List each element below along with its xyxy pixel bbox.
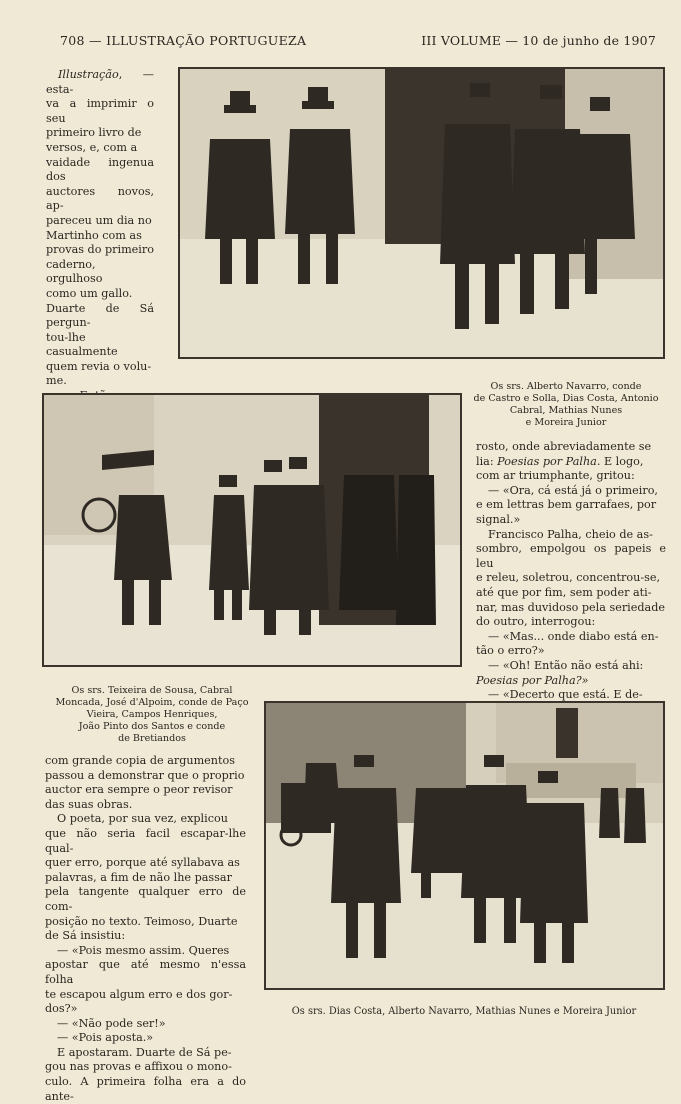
text-line: te escapou algum erro e dos gor- <box>45 987 233 1001</box>
text-line: Francisco Palha, cheio de as- <box>488 527 653 541</box>
text-line: posição no texto. Teimoso, Duarte <box>45 914 238 928</box>
text-line: — «Ora, cá está já o primeiro, <box>488 483 658 497</box>
text-line: versos, e, com a <box>46 140 138 154</box>
photo-bottom-right <box>264 701 665 990</box>
text-line: auctor era sempre o peor revisor <box>45 783 233 797</box>
text-line: pela tangente qualquer erro de com- <box>45 885 246 913</box>
text-line: nar, mas duvidoso pela seriedade <box>476 600 665 614</box>
page-header <box>60 33 656 53</box>
text-line: caderno, orgulhoso <box>46 257 103 286</box>
text-line: — «Mas... onde diabo está en- <box>488 629 659 643</box>
text-line: provas do primeiro <box>46 243 154 257</box>
text-column-3 <box>45 754 246 1104</box>
text-line: — «Não pode ser!» <box>57 1016 166 1030</box>
text-line: — «Pois mesmo assim. Queres <box>57 943 230 957</box>
text-line: auctores novos, ap- <box>46 184 154 213</box>
caption-line: Cabral, Mathias Nunes <box>509 405 623 416</box>
photo-image <box>266 703 663 988</box>
text-line: — «Decerto que está. E de- <box>488 688 643 702</box>
text-line: primeiro livro de <box>46 126 142 140</box>
book-title: Poesias por Palha <box>497 454 597 468</box>
text-line: até que por fim, sem poder ati- <box>476 585 652 599</box>
book-title: Poesias por Palha?» <box>476 673 589 687</box>
text-line: sombro, empolgou os papeis e leu <box>476 542 666 570</box>
text-line: lia: Poesias por Palha. E logo, <box>476 454 644 468</box>
text-line: — «Pois aposta.» <box>57 1031 154 1045</box>
photo-1-caption <box>466 381 666 429</box>
text-line: signal.» <box>476 512 521 526</box>
text-line: quem revia o volu- <box>46 359 152 373</box>
photo-top-right <box>178 67 665 359</box>
photo-image <box>44 395 460 665</box>
photo-2-caption <box>46 685 258 745</box>
text-line: quer erro, porque até syllabava as <box>45 856 240 870</box>
text-line: de Sá insistiu: <box>45 929 126 943</box>
text-line: me. <box>46 374 67 388</box>
journal-name: Illustração <box>58 68 119 81</box>
text-line: tou-lhe casualmente <box>46 330 118 359</box>
caption-line: Moncada, José d'Alpoim, conde de Paço <box>55 697 249 708</box>
text-line: Duarte de Sá pergun- <box>46 301 154 330</box>
header-title: 708 — ILLUSTRAÇÃO PORTUGUEZA <box>60 33 307 48</box>
photo-3-caption: Os srs. Dias Costa, Alberto Navarro, Mathias Nunes e Moreira Junior <box>291 1006 637 1017</box>
text-line: tão o erro?» <box>476 644 545 658</box>
text-line: pareceu um dia no <box>46 213 152 227</box>
text-line: e releu, soletrou, concentrou-se, <box>476 571 661 585</box>
text-line: — «Oh! Então não está ahi: <box>488 658 644 672</box>
caption-line: Vieira, Campos Henriques, <box>86 709 218 720</box>
text-line: com grande copia de argumentos <box>45 754 235 767</box>
text-line: Martinho com as <box>46 228 142 242</box>
caption-line: e Moreira Junior <box>525 417 607 428</box>
text-line: O poeta, por sua vez, explicou <box>57 812 228 826</box>
text-line: com ar triumphante, gritou: <box>476 469 635 483</box>
caption-line: Os srs. Teixeira de Sousa, Cabral <box>71 685 233 696</box>
text-line: vaidade ingenua dos <box>46 155 154 184</box>
text-line: gou nas provas e affixou o mono- <box>45 1060 232 1074</box>
text-line: e em lettras bem garrafaes, por <box>476 498 657 512</box>
text-line: dos?» <box>45 1002 78 1016</box>
text-line: das suas obras. <box>45 797 133 811</box>
text-line: E apostaram. Duarte de Sá pe- <box>57 1045 232 1059</box>
text-line: palavras, a fim de não lhe passar <box>45 870 232 884</box>
paragraph: Illustração, — esta- <box>46 68 154 96</box>
text-line: culo. A primeira folha era a do ante- <box>45 1075 246 1103</box>
caption-line: de Bretiandos <box>118 733 186 744</box>
caption-line: João Pinto dos Santos e conde <box>78 721 226 732</box>
text-column-2 <box>476 440 666 717</box>
text-line: como um gallo. <box>46 286 133 300</box>
text-line: rosto, onde abreviadamente se <box>476 440 652 453</box>
header-volume-date: III VOLUME — 10 de junho de 1907 <box>421 33 656 48</box>
photo-image <box>180 69 663 357</box>
caption-line: Os srs. Alberto Navarro, conde <box>490 381 642 392</box>
text-line: passou a demonstrar que o proprio <box>45 768 245 782</box>
caption-line: de Castro e Solla, Dias Costa, Antonio <box>473 393 659 404</box>
text-line: va a imprimir o seu <box>46 97 154 125</box>
text-line: do outro, interrogou: <box>476 615 596 629</box>
text-line: que não seria facil escapar-lhe qual- <box>45 826 246 855</box>
text-line: apostar que até mesmo n'essa folha <box>45 958 246 986</box>
photo-middle-left <box>42 393 462 667</box>
